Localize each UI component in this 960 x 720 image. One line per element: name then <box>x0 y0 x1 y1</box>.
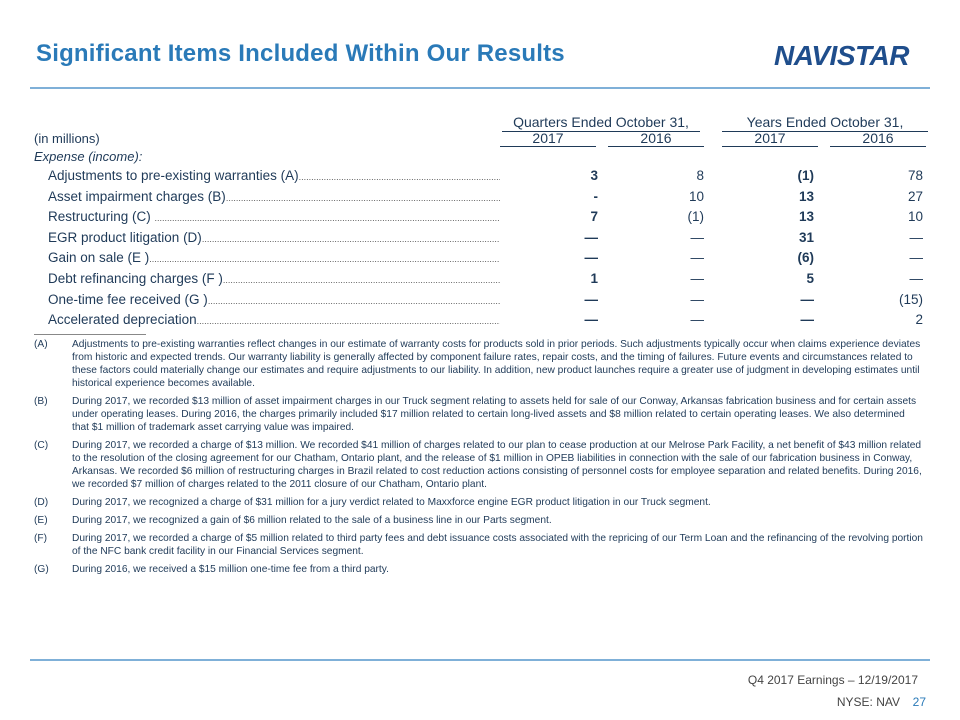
section-label: Expense (income): <box>34 149 143 164</box>
table-row <box>48 189 928 211</box>
cell-y2016: 78 <box>907 168 923 183</box>
group-header-quarters: Quarters Ended October 31, <box>502 114 700 132</box>
table-row <box>48 312 928 334</box>
footnote-key: (G) <box>34 564 49 575</box>
row-label: Adjustments to pre-existing warranties (A) ..... <box>48 168 500 183</box>
cell-y2016: 27 <box>907 188 923 204</box>
cell-y2016: (15) <box>898 291 923 307</box>
footnote <box>34 496 924 509</box>
cell-q2016: — <box>690 271 704 286</box>
cell-q2017: — <box>584 312 598 328</box>
navistar-logo <box>772 40 928 70</box>
table-row <box>48 271 928 293</box>
footnote-text: During 2017, we recorded a charge of $13 million. We recorded $41 million of charges related to our plan to cease production at our Melrose Park Facility, a net benefit of $43 million related to the resolution of the closing agreement for our Chatham, Ontario plant, and the release of $1 million in OPEB liabilities in connection with the sale of our fabrication business in Conway, Arkansas. We recorded $6 million of restructuring charges in Brazil related to cost reduction actions consisting of personnel costs for employee separation and related benefits. During 2016, we recorded $7 million of charges related to the 2011 closure of our Chatham, Ontario plant. <box>72 440 922 490</box>
cell-q2017: - <box>593 188 598 204</box>
cell-q2016: 10 <box>688 188 704 204</box>
cell-y2017: — <box>800 291 814 307</box>
year-header: 2017 <box>722 130 818 147</box>
cell-y2017: 13 <box>798 209 814 225</box>
footnote-key: (D) <box>34 497 49 508</box>
group-header-years: Years Ended October 31, <box>722 114 928 132</box>
header-divider <box>30 87 930 89</box>
footnote <box>34 395 924 434</box>
footnote-text: During 2017, we recorded a charge of $5 million related to third party fees and debt issuance costs associated with the repricing of our Term Loan and the refinancing of the revolving portion of the NFC bank credit facility in our Financial Services segment. <box>72 533 923 557</box>
page-title: Significant Items Included Within Our Results <box>36 40 565 67</box>
cell-q2017: 7 <box>590 209 598 225</box>
cell-q2017: — <box>584 229 598 245</box>
footnote-key: (F) <box>34 533 48 544</box>
table-row <box>48 168 928 190</box>
cell-q2016: (1) <box>687 209 704 225</box>
table-row <box>48 230 928 252</box>
unit-label: (in millions) <box>34 131 100 146</box>
row-label: EGR product litigation (D) ..... <box>48 230 500 245</box>
year-header: 2016 <box>608 130 704 147</box>
cell-q2016: — <box>690 250 704 266</box>
footnote <box>34 514 924 527</box>
footnote-key: (A) <box>34 339 48 350</box>
table-row <box>48 292 928 314</box>
table-row <box>48 209 928 231</box>
logo-text: NAVISTAR <box>774 40 909 70</box>
footnote-key: (E) <box>34 515 48 526</box>
row-label: One-time fee received (G ) ..... <box>48 292 500 307</box>
cell-q2016: — <box>690 312 704 328</box>
year-header: 2016 <box>830 130 926 147</box>
row-label: Debt refinancing charges (F ) ..... <box>48 271 500 286</box>
cell-y2017: 31 <box>798 229 814 245</box>
cell-y2017: (6) <box>797 250 814 266</box>
cell-y2016: — <box>909 250 923 266</box>
row-label: Asset impairment charges (B) ..... <box>48 189 500 204</box>
cell-y2016: 2 <box>915 312 923 328</box>
footnote-text: During 2017, we recognized a charge of $31 million for a jury verdict related to Maxxforce engine EGR product litigation in our Truck segment. <box>72 497 711 508</box>
cell-q2016: — <box>690 291 704 307</box>
footnote-text: Adjustments to pre-existing warranties reflect changes in our estimate of warranty costs for products sold in prior periods. Such adjustments typically occur when claims experience deviates from historic and expected trends. Our warranty liability is generally affected by component failure rates, repair costs, and the timing of failures. Future events and circumstances related to these factors could materially change our estimates and require adjustments to our liability. In addition, new product launches require a greater use of judgment in developing estimates until historical experience becomes available. <box>72 339 921 389</box>
cell-q2017: 3 <box>590 168 598 183</box>
row-label: Restructuring (C) ..... <box>48 209 500 224</box>
footnote <box>34 338 924 390</box>
footnote-text: During 2017, we recorded $13 million of asset impairment charges in our Truck segment relating to assets held for sale of our Conway, Arkansas fabrication business and for certain assets under operating leases. During 2016, the charges primarily included $17 million related to certain long-lived assets and $8 million related to certain operating leases. We also determined that $1 million of trademark asset carrying value was impaired. <box>72 396 917 433</box>
page-number: 27 <box>912 695 926 709</box>
cell-q2017: 1 <box>590 271 598 286</box>
table-row <box>48 250 928 272</box>
footnote-text: During 2016, we received a $15 million one-time fee from a third party. <box>72 564 389 575</box>
cell-q2016: — <box>690 229 704 245</box>
cell-y2017: 13 <box>798 188 814 204</box>
cell-y2016: — <box>909 229 923 245</box>
year-header: 2017 <box>500 130 596 147</box>
footnotes <box>34 338 924 581</box>
footnote-text: During 2017, we recognized a gain of $6 million related to the sale of a business line in our Parts segment. <box>72 515 552 526</box>
cell-y2017: — <box>800 312 814 328</box>
cell-q2017: — <box>584 291 598 307</box>
footer-divider <box>30 659 930 661</box>
footnote <box>34 439 924 491</box>
cell-y2016: — <box>909 271 923 286</box>
footnote-divider <box>34 334 146 335</box>
cell-q2016: 8 <box>696 168 704 183</box>
row-label: Accelerated depreciation ..... <box>48 312 500 327</box>
cell-q2017: — <box>584 250 598 266</box>
cell-y2017: (1) <box>797 168 814 183</box>
footnote-key: (C) <box>34 440 49 451</box>
footnote <box>34 532 924 558</box>
footnote-key: (B) <box>34 396 48 407</box>
event-label: Q4 2017 Earnings – 12/19/2017 <box>747 673 918 687</box>
cell-y2016: 10 <box>907 209 923 225</box>
cell-y2017: 5 <box>806 271 814 286</box>
footnote <box>34 563 924 576</box>
ticker-label: NYSE: NAV <box>836 695 900 709</box>
row-label: Gain on sale (E ) ..... <box>48 250 500 265</box>
